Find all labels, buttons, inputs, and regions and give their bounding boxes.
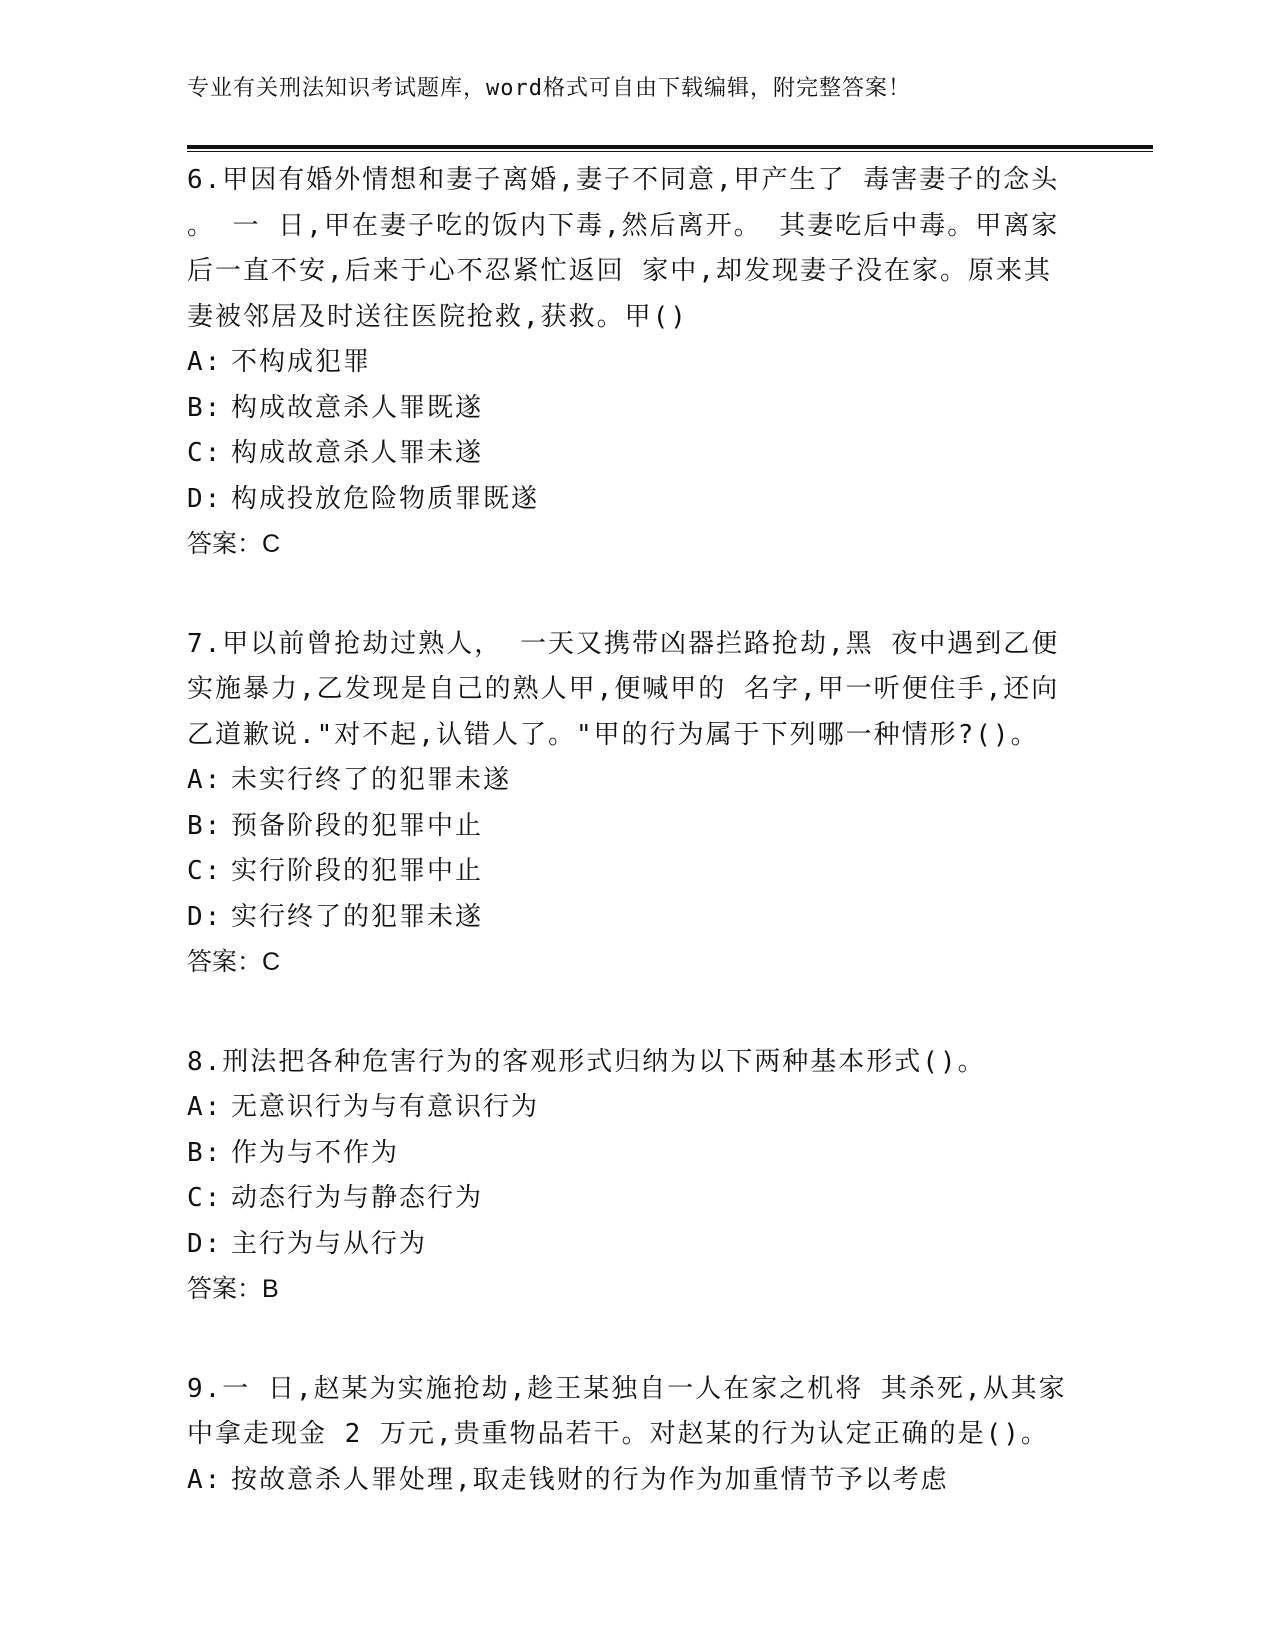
option-text: 无意识行为与有意识行为 <box>231 1092 540 1122</box>
option-a <box>187 1085 1087 1131</box>
option-c <box>187 431 1087 477</box>
option-b <box>187 804 1087 850</box>
question-gap <box>187 1313 1087 1367</box>
option-key: D: <box>187 901 223 932</box>
option-d <box>187 895 1087 941</box>
option-text: 未实行终了的犯罪未遂 <box>231 765 512 795</box>
option-b <box>187 386 1087 432</box>
question-stem-line: 实施暴力,乙发现是自己的熟人甲,便喊甲的 名字,甲一听便住手,还向 <box>187 674 1060 704</box>
option-d <box>187 477 1087 523</box>
header-rule-thin <box>187 151 1153 152</box>
answer-line: 答案：C <box>187 530 281 558</box>
question-stem-line: 。 一 日,甲在妻子吃的饭内下毒,然后离开。 其妻吃后中毒。甲离家 <box>187 210 1060 241</box>
option-key: C: <box>187 856 223 886</box>
option-a <box>187 340 1087 386</box>
question-stem-line: 9.一 日,赵某为实施抢劫,趁王某独自一人在家之机将 其杀死,从其家 <box>187 1373 1067 1404</box>
option-key: D: <box>187 1228 223 1259</box>
question-stem-line: 中拿走现金 2 万元,贵重物品若干。对赵某的行为认定正确的是()。 <box>187 1419 1049 1449</box>
option-a <box>187 1458 1087 1504</box>
question-list <box>187 158 1087 1503</box>
option-text: 不构成犯罪 <box>231 347 372 377</box>
option-c <box>187 1176 1087 1222</box>
question-stem-line: 8.刑法把各种危害行为的客观形式归纳为以下两种基本形式()。 <box>187 1046 986 1077</box>
option-key: B: <box>187 392 223 423</box>
question-6 <box>187 158 1087 568</box>
option-a <box>187 758 1087 804</box>
option-text: 作为与不作为 <box>231 1137 400 1168</box>
option-text: 实行终了的犯罪未遂 <box>231 901 484 932</box>
page-header: 专业有关刑法知识考试题库，word格式可自由下载编辑，附完整答案！ <box>187 76 911 101</box>
option-d <box>187 1222 1087 1268</box>
question-stem-line: 7.甲以前曾抢劫过熟人， 一天又携带凶器拦路抢劫,黑 夜中遇到乙便 <box>187 628 1060 659</box>
option-key: D: <box>187 483 223 514</box>
question-9 <box>187 1367 1087 1504</box>
answer-line: 答案：B <box>187 1275 279 1303</box>
answer-line: 答案：C <box>187 948 281 976</box>
option-b <box>187 1131 1087 1177</box>
option-text: 按故意杀人罪处理,取走钱财的行为作为加重情节予以考虑 <box>231 1464 949 1495</box>
option-text: 预备阶段的犯罪中止 <box>231 810 484 841</box>
question-stem-line: 妻被邻居及时送往医院抢救,获救。甲() <box>187 301 688 332</box>
option-text: 动态行为与静态行为 <box>231 1183 484 1213</box>
option-key: A: <box>187 765 223 795</box>
option-text: 构成故意杀人罪既遂 <box>231 392 484 423</box>
option-key: B: <box>187 1137 223 1168</box>
option-key: C: <box>187 1183 223 1213</box>
question-8 <box>187 1040 1087 1313</box>
question-stem-line: 6.甲因有婚外情想和妻子离婚,妻子不同意,甲产生了 毒害妻子的念头 <box>187 165 1060 195</box>
option-key: A: <box>187 347 223 377</box>
option-key: C: <box>187 438 223 468</box>
question-stem-line: 后一直不安,后来于心不忍紧忙返回 家中,却发现妻子没在家。原来其 <box>187 256 1052 286</box>
question-gap <box>187 986 1087 1040</box>
question-7 <box>187 622 1087 986</box>
option-text: 主行为与从行为 <box>231 1228 428 1259</box>
option-text: 构成投放危险物质罪既遂 <box>231 483 540 514</box>
question-gap <box>187 568 1087 622</box>
option-text: 实行阶段的犯罪中止 <box>231 856 484 886</box>
option-c <box>187 849 1087 895</box>
question-stem-line: 乙道歉说."对不起,认错人了。"甲的行为属于下列哪一种情形?()。 <box>187 719 1039 750</box>
option-key: B: <box>187 810 223 841</box>
header-rule-thick <box>187 145 1153 149</box>
option-key: A: <box>187 1092 223 1122</box>
option-text: 构成故意杀人罪未遂 <box>231 438 484 468</box>
option-key: A: <box>187 1464 223 1495</box>
